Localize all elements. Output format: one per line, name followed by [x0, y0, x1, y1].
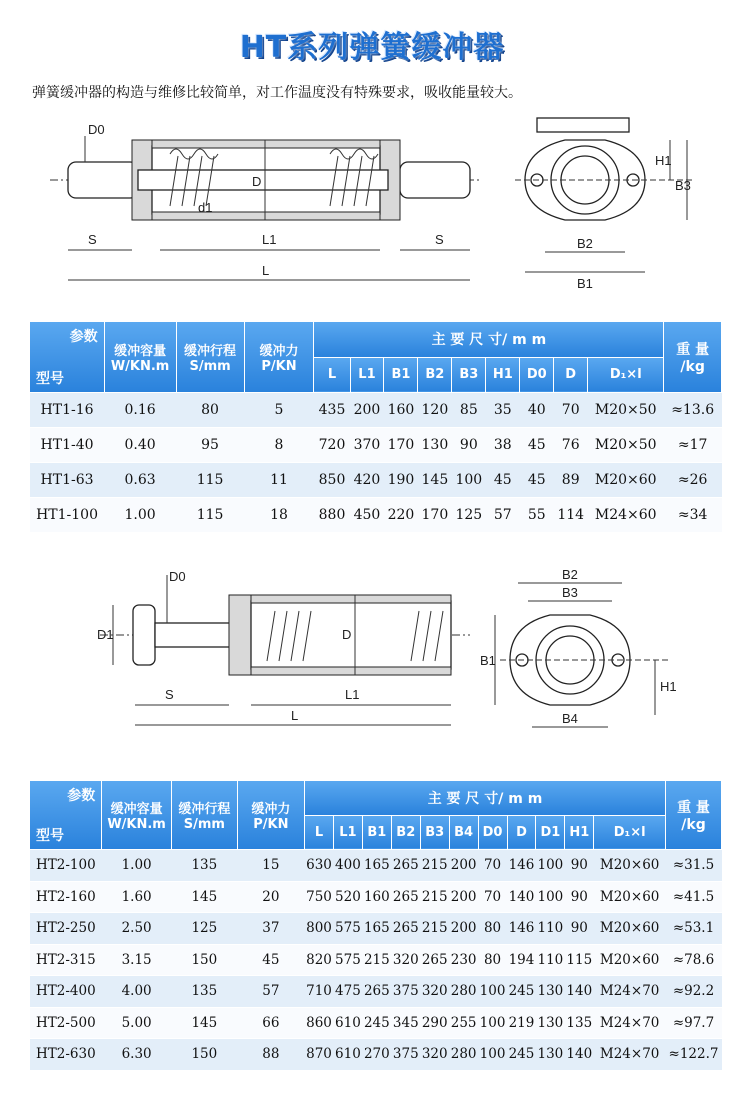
table-cell: 130 — [536, 976, 565, 1008]
table-cell: 215 — [420, 881, 449, 913]
table-cell: 130 — [536, 1039, 565, 1071]
table-cell: 820 — [305, 944, 334, 976]
table-row — [30, 428, 722, 463]
table-cell: 80 — [478, 944, 507, 976]
table1-dim-header: B3 — [452, 357, 486, 392]
table-cell: 115 — [176, 463, 244, 498]
table-row — [30, 393, 722, 428]
page-title: HT系列弹簧缓冲器 — [239, 30, 505, 65]
table-cell: 280 — [449, 1039, 478, 1071]
table-cell: 40 — [520, 393, 554, 428]
table-cell: 194 — [507, 944, 536, 976]
table-cell: 290 — [420, 1007, 449, 1039]
table-cell: 320 — [420, 1039, 449, 1071]
table-cell: 90 — [565, 881, 594, 913]
table-cell: 115 — [565, 944, 594, 976]
table-cell: 125 — [452, 498, 486, 533]
label-d0: D0 — [88, 122, 105, 137]
table2-body — [30, 850, 722, 1071]
table2-dim-header: D — [507, 815, 536, 849]
table-cell: 1.00 — [102, 850, 172, 882]
table-cell: 265 — [391, 881, 420, 913]
table-cell: 750 — [305, 881, 334, 913]
table-cell: 375 — [391, 1039, 420, 1071]
table1-col-dims: 主 要 尺 寸/ m m — [314, 322, 664, 357]
table-cell: 2.50 — [102, 913, 172, 945]
table-cell: 35 — [486, 393, 520, 428]
table-cell: 1.00 — [104, 498, 176, 533]
label-d: D — [342, 627, 352, 642]
table2-col-weight: 重 量 /kg — [666, 781, 722, 850]
table-cell: ≈13.6 — [664, 393, 722, 428]
label-d1: d1 — [198, 200, 213, 215]
table-cell: 130 — [418, 428, 452, 463]
table1-col-stroke: 缓冲行程 S/mm — [176, 322, 244, 393]
table-cell: 270 — [362, 1039, 391, 1071]
table-cell: 1.60 — [102, 881, 172, 913]
table-cell: 150 — [171, 1039, 237, 1071]
table-cell: HT1-16 — [30, 393, 104, 428]
table-cell: 150 — [171, 944, 237, 976]
table-cell: 870 — [305, 1039, 334, 1071]
table-cell: 8 — [244, 428, 314, 463]
table-cell: 280 — [449, 976, 478, 1008]
label-b4: B4 — [562, 711, 578, 726]
table2-dim-header: L — [305, 815, 334, 849]
table-cell: 85 — [452, 393, 486, 428]
table-cell: 160 — [384, 393, 418, 428]
table-cell: ≈78.6 — [666, 944, 722, 976]
table-cell: 255 — [449, 1007, 478, 1039]
table-cell: 160 — [362, 881, 391, 913]
label-d0: D0 — [169, 569, 186, 584]
table-cell: 265 — [391, 913, 420, 945]
label-b1: B1 — [480, 653, 496, 668]
table-cell: 475 — [333, 976, 362, 1008]
table-cell: M20×50 — [588, 428, 664, 463]
table-cell: 125 — [171, 913, 237, 945]
table-cell: 66 — [237, 1007, 304, 1039]
table-cell: HT2-100 — [30, 850, 102, 882]
table-cell: 575 — [333, 944, 362, 976]
table1-dim-header: D — [554, 357, 588, 392]
table-cell: 140 — [565, 976, 594, 1008]
table-cell: 165 — [362, 850, 391, 882]
table-cell: 80 — [176, 393, 244, 428]
table-row — [30, 1007, 722, 1039]
table-cell: 245 — [507, 976, 536, 1008]
table-cell: 215 — [420, 913, 449, 945]
table-cell: M20×60 — [594, 850, 666, 882]
table-cell: 265 — [420, 944, 449, 976]
table-cell: M20×60 — [594, 881, 666, 913]
label-s-left: S — [88, 232, 97, 247]
table-cell: 420 — [350, 463, 384, 498]
table-cell: 850 — [314, 463, 350, 498]
table-cell: HT2-315 — [30, 944, 102, 976]
table-cell: 610 — [333, 1007, 362, 1039]
table-cell: 135 — [171, 850, 237, 882]
ht2-flange-drawing — [480, 565, 680, 740]
table-row — [30, 913, 722, 945]
table-cell: 100 — [536, 881, 565, 913]
table-cell: 245 — [362, 1007, 391, 1039]
table-cell: 110 — [536, 944, 565, 976]
table-cell: 57 — [237, 976, 304, 1008]
table2-dim-header: H1 — [565, 815, 594, 849]
table-cell: 15 — [237, 850, 304, 882]
table-cell: M24×70 — [594, 1007, 666, 1039]
table2-corner-bottom: 型号 — [36, 828, 64, 844]
table-cell: ≈26 — [664, 463, 722, 498]
table-cell: ≈31.5 — [666, 850, 722, 882]
table2-corner-top: 参数 — [67, 788, 96, 804]
table-cell: 70 — [554, 393, 588, 428]
table-cell: 100 — [536, 850, 565, 882]
table2-col-dims: 主 要 尺 寸/ m m — [305, 781, 666, 815]
table-cell: HT1-100 — [30, 498, 104, 533]
table-cell: 265 — [391, 850, 420, 882]
label-b2: B2 — [562, 567, 578, 582]
table-cell: ≈53.1 — [666, 913, 722, 945]
table-row — [30, 463, 722, 498]
table-cell: 100 — [478, 976, 507, 1008]
table-cell: 146 — [507, 913, 536, 945]
label-h1: H1 — [655, 153, 672, 168]
table-cell: 320 — [391, 944, 420, 976]
ht1-spec-table — [30, 322, 722, 533]
table2-dim-header: B4 — [449, 815, 478, 849]
table2-dim-header: D0 — [478, 815, 507, 849]
table-cell: 200 — [350, 393, 384, 428]
table1-dim-header: D0 — [520, 357, 554, 392]
table-cell: 230 — [449, 944, 478, 976]
label-s-right: S — [435, 232, 444, 247]
table-cell: 0.16 — [104, 393, 176, 428]
table2-dim-header: B2 — [391, 815, 420, 849]
intro-text: 弹簧缓冲器的构造与维修比较简单，对工作温度没有特殊要求，吸收能量较大。 — [32, 85, 522, 101]
table-cell: 115 — [176, 498, 244, 533]
table2-dim-header: B1 — [362, 815, 391, 849]
table-cell: 575 — [333, 913, 362, 945]
table-cell: 345 — [391, 1007, 420, 1039]
label-d1: D1 — [97, 627, 114, 642]
table-cell: ≈122.7 — [666, 1039, 722, 1071]
table-cell: 200 — [449, 913, 478, 945]
table-cell: 450 — [350, 498, 384, 533]
table-cell: 45 — [486, 463, 520, 498]
table-cell: 45 — [520, 428, 554, 463]
table-cell: 90 — [565, 850, 594, 882]
table-cell: 880 — [314, 498, 350, 533]
table-cell: 90 — [452, 428, 486, 463]
table-cell: M20×60 — [594, 944, 666, 976]
table-cell: ≈97.7 — [666, 1007, 722, 1039]
table-cell: 11 — [244, 463, 314, 498]
table-cell: ≈41.5 — [666, 881, 722, 913]
table-cell: M24×60 — [588, 498, 664, 533]
label-l1: L1 — [262, 232, 277, 247]
table-cell: HT2-250 — [30, 913, 102, 945]
table-cell: ≈17 — [664, 428, 722, 463]
table-cell: 170 — [384, 428, 418, 463]
table2-dim-header: L1 — [333, 815, 362, 849]
table-cell: 70 — [478, 850, 507, 882]
table-cell: 100 — [478, 1007, 507, 1039]
table-cell: 57 — [486, 498, 520, 533]
table-cell: 55 — [520, 498, 554, 533]
table-cell: 5 — [244, 393, 314, 428]
table-cell: M20×50 — [588, 393, 664, 428]
ht1-flange-drawing — [505, 110, 705, 295]
table-cell: M24×70 — [594, 976, 666, 1008]
label-d: D — [252, 174, 262, 189]
table-cell: 20 — [237, 881, 304, 913]
table-cell: 145 — [171, 1007, 237, 1039]
table2-dim-header: D1 — [536, 815, 565, 849]
table-cell: 6.30 — [102, 1039, 172, 1071]
table-cell: 710 — [305, 976, 334, 1008]
table-row — [30, 1039, 722, 1071]
table-cell: 135 — [171, 976, 237, 1008]
table1-dim-header: H1 — [486, 357, 520, 392]
table1-dim-header: D₁×l — [588, 357, 664, 392]
table1-corner-top: 参数 — [69, 329, 98, 345]
table-cell: 435 — [314, 393, 350, 428]
table-cell: 80 — [478, 913, 507, 945]
table-cell: HT2-160 — [30, 881, 102, 913]
table-cell: 100 — [452, 463, 486, 498]
table1-dim-header: B2 — [418, 357, 452, 392]
table-cell: 89 — [554, 463, 588, 498]
table1-col-force: 缓冲力 P/KN — [244, 322, 314, 393]
table-cell: 400 — [333, 850, 362, 882]
table-cell: 190 — [384, 463, 418, 498]
ht2-section-drawing — [95, 565, 475, 740]
table-cell: ≈92.2 — [666, 976, 722, 1008]
table-cell: 76 — [554, 428, 588, 463]
table-cell: 135 — [565, 1007, 594, 1039]
label-h1: H1 — [660, 679, 677, 694]
table-cell: HT2-630 — [30, 1039, 102, 1071]
table-cell: 45 — [520, 463, 554, 498]
table-cell: ≈34 — [664, 498, 722, 533]
table-cell: 38 — [486, 428, 520, 463]
table-cell: 145 — [418, 463, 452, 498]
table-cell: 120 — [418, 393, 452, 428]
table-cell: 170 — [418, 498, 452, 533]
table-cell: 5.00 — [102, 1007, 172, 1039]
table-cell: 70 — [478, 881, 507, 913]
table-cell: 0.40 — [104, 428, 176, 463]
table1-corner — [30, 322, 104, 393]
table-cell: 370 — [350, 428, 384, 463]
table-cell: 720 — [314, 428, 350, 463]
table-row — [30, 881, 722, 913]
label-l: L — [262, 263, 270, 278]
table2-dim-header: D₁×l — [594, 815, 666, 849]
table-cell: 45 — [237, 944, 304, 976]
table1-dim-header: L — [314, 357, 350, 392]
table-cell: 146 — [507, 850, 536, 882]
table1-col-weight: 重 量 /kg — [664, 322, 722, 393]
label-b3: B3 — [562, 585, 578, 600]
table-cell: 200 — [449, 881, 478, 913]
ht2-spec-table — [30, 781, 722, 1071]
table-cell: 375 — [391, 976, 420, 1008]
table-cell: 200 — [449, 850, 478, 882]
table-cell: 90 — [565, 913, 594, 945]
table-cell: 4.00 — [102, 976, 172, 1008]
table-cell: 37 — [237, 913, 304, 945]
label-b3: B3 — [675, 178, 691, 193]
table2-corner — [30, 781, 102, 850]
label-l: L — [291, 708, 299, 723]
table2-col-force: 缓冲力 P/KN — [237, 781, 304, 850]
table-cell: 18 — [244, 498, 314, 533]
table2-col-capacity: 缓冲容量 W/KN.m — [102, 781, 172, 850]
table-row — [30, 498, 722, 533]
table1-body — [30, 393, 722, 533]
table-cell: 100 — [478, 1039, 507, 1071]
table1-dim-header: B1 — [384, 357, 418, 392]
table-cell: 110 — [536, 913, 565, 945]
table-cell: 114 — [554, 498, 588, 533]
table-cell: 0.63 — [104, 463, 176, 498]
table-row — [30, 850, 722, 882]
table-cell: 145 — [171, 881, 237, 913]
table-cell: 800 — [305, 913, 334, 945]
label-b2: B2 — [577, 236, 593, 251]
table-cell: 320 — [420, 976, 449, 1008]
table-row — [30, 976, 722, 1008]
table-cell: 610 — [333, 1039, 362, 1071]
table-cell: 215 — [362, 944, 391, 976]
table-cell: 265 — [362, 976, 391, 1008]
table-cell: 130 — [536, 1007, 565, 1039]
table-cell: 95 — [176, 428, 244, 463]
table-cell: 3.15 — [102, 944, 172, 976]
table-cell: 140 — [565, 1039, 594, 1071]
label-b1: B1 — [577, 276, 593, 291]
table-row — [30, 944, 722, 976]
table2-dim-header: B3 — [420, 815, 449, 849]
table-cell: HT1-63 — [30, 463, 104, 498]
table-cell: 165 — [362, 913, 391, 945]
table-cell: HT1-40 — [30, 428, 104, 463]
table-cell: 630 — [305, 850, 334, 882]
table2-col-stroke: 缓冲行程 S/mm — [171, 781, 237, 850]
table1-dim-header: L1 — [350, 357, 384, 392]
table1-col-capacity: 缓冲容量 W/KN.m — [104, 322, 176, 393]
table-cell: 88 — [237, 1039, 304, 1071]
ht1-section-drawing — [40, 110, 490, 295]
table-cell: 215 — [420, 850, 449, 882]
table-cell: HT2-400 — [30, 976, 102, 1008]
table-cell: M20×60 — [588, 463, 664, 498]
table-cell: 219 — [507, 1007, 536, 1039]
table-cell: 520 — [333, 881, 362, 913]
table-cell: 220 — [384, 498, 418, 533]
table-cell: M24×70 — [594, 1039, 666, 1071]
label-l1: L1 — [345, 687, 360, 702]
table-cell: 860 — [305, 1007, 334, 1039]
table-cell: HT2-500 — [30, 1007, 102, 1039]
table-cell: 140 — [507, 881, 536, 913]
table-cell: M20×60 — [594, 913, 666, 945]
label-s: S — [165, 687, 174, 702]
table-cell: 245 — [507, 1039, 536, 1071]
table1-corner-bottom: 型号 — [36, 371, 64, 387]
